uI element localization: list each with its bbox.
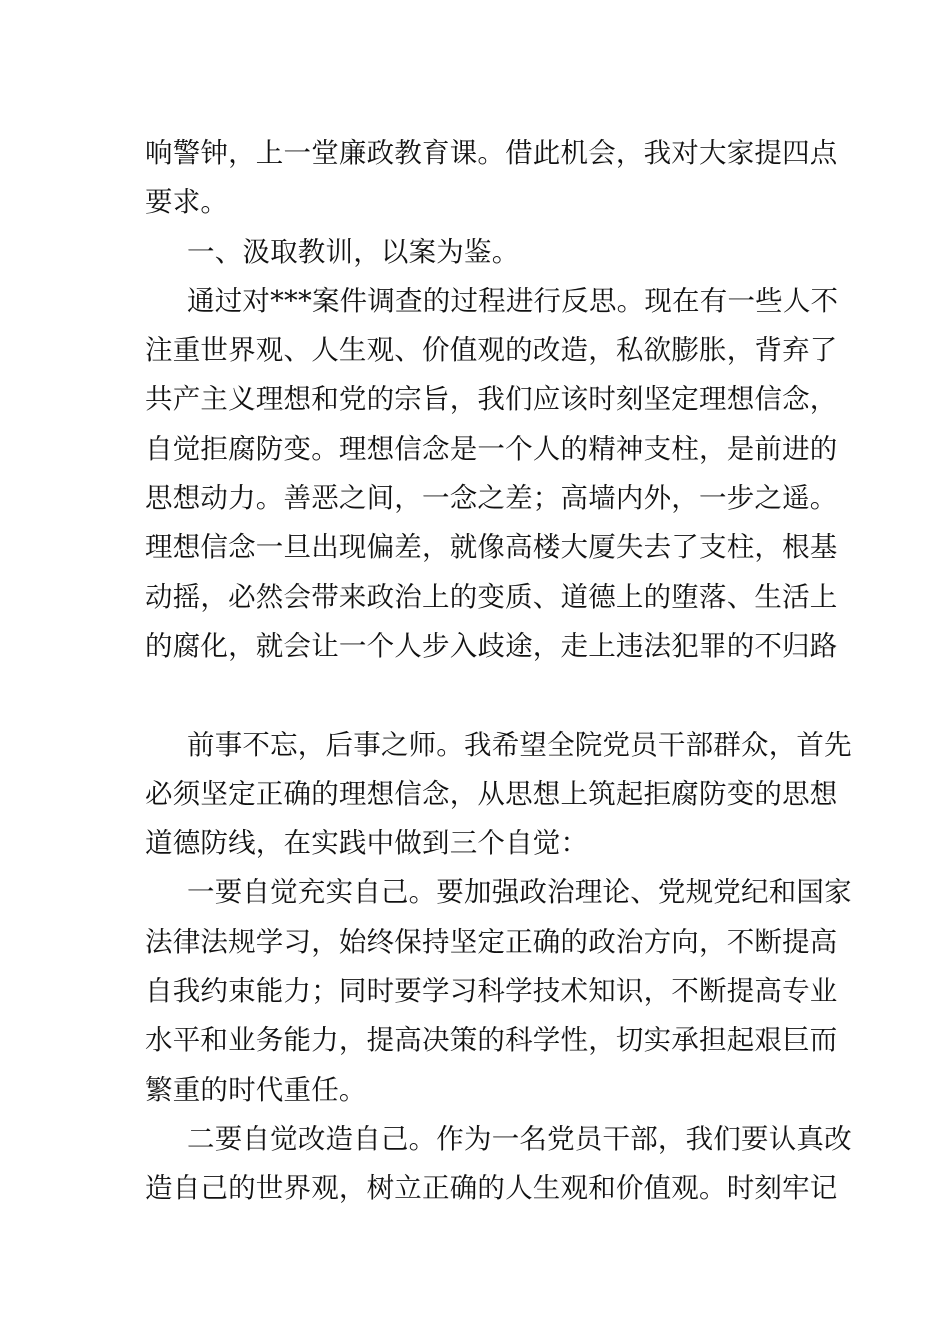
text-line: 自我约束能力；同时要学习科学技术知识，不断提高专业 <box>145 975 838 1008</box>
text-line: 响警钟，上一堂廉政教育课。借此机会，我对大家提四点 <box>145 137 838 169</box>
body-text <box>145 129 852 1214</box>
text-line: 道德防线，在实践中做到三个自觉： <box>145 827 589 860</box>
text-line: 的腐化，就会让一个人步入歧途，走上违法犯罪的不归路 <box>145 629 838 662</box>
text-line: 注重世界观、人生观、价值观的改造，私欲膨胀，背弃了 <box>145 334 838 367</box>
text-line: 共产主义理想和党的宗旨，我们应该时刻坚定理想信念， <box>145 383 838 416</box>
text-line: 动摇，必然会带来政治上的变质、道德上的堕落、生活上 <box>145 580 838 613</box>
text-line: 水平和业务能力，提高决策的科学性，切实承担起艰巨而 <box>145 1024 838 1057</box>
text-line: 法律法规学习，始终保持坚定正确的政治方向，不断提高 <box>145 925 838 958</box>
text-line: 二要自觉改造自己。作为一名党员干部，我们要认真改 <box>187 1122 852 1155</box>
text-line: 繁重的时代重任。 <box>145 1073 367 1106</box>
text-line: 自觉拒腐防变。理想信念是一个人的精神支柱，是前进的 <box>145 432 838 465</box>
text-line: 前事不忘，后事之师。我希望全院党员干部群众，首先 <box>187 728 852 761</box>
text-line: 通过对***案件调查的过程进行反思。现在有一些人不 <box>187 284 839 317</box>
text-line: 理想信念一旦出现偏差，就像高楼大厦失去了支柱，根基 <box>145 531 838 564</box>
text-line: 要求。 <box>145 186 229 219</box>
text-line: 造自己的世界观，树立正确的人生观和价值观。时刻牢记 <box>145 1172 838 1205</box>
section-heading: 一、汲取教训，以案为鉴。 <box>187 235 520 268</box>
blank-line <box>145 671 815 720</box>
text-line: 必须坚定正确的理想信念，从思想上筑起拒腐防变的思想 <box>145 777 838 810</box>
text-line: 一要自觉充实自己。要加强政治理论、党规党纪和国家 <box>187 876 852 909</box>
text-line: 思想动力。善恶之间，一念之差；高墙内外，一步之遥。 <box>145 482 838 515</box>
